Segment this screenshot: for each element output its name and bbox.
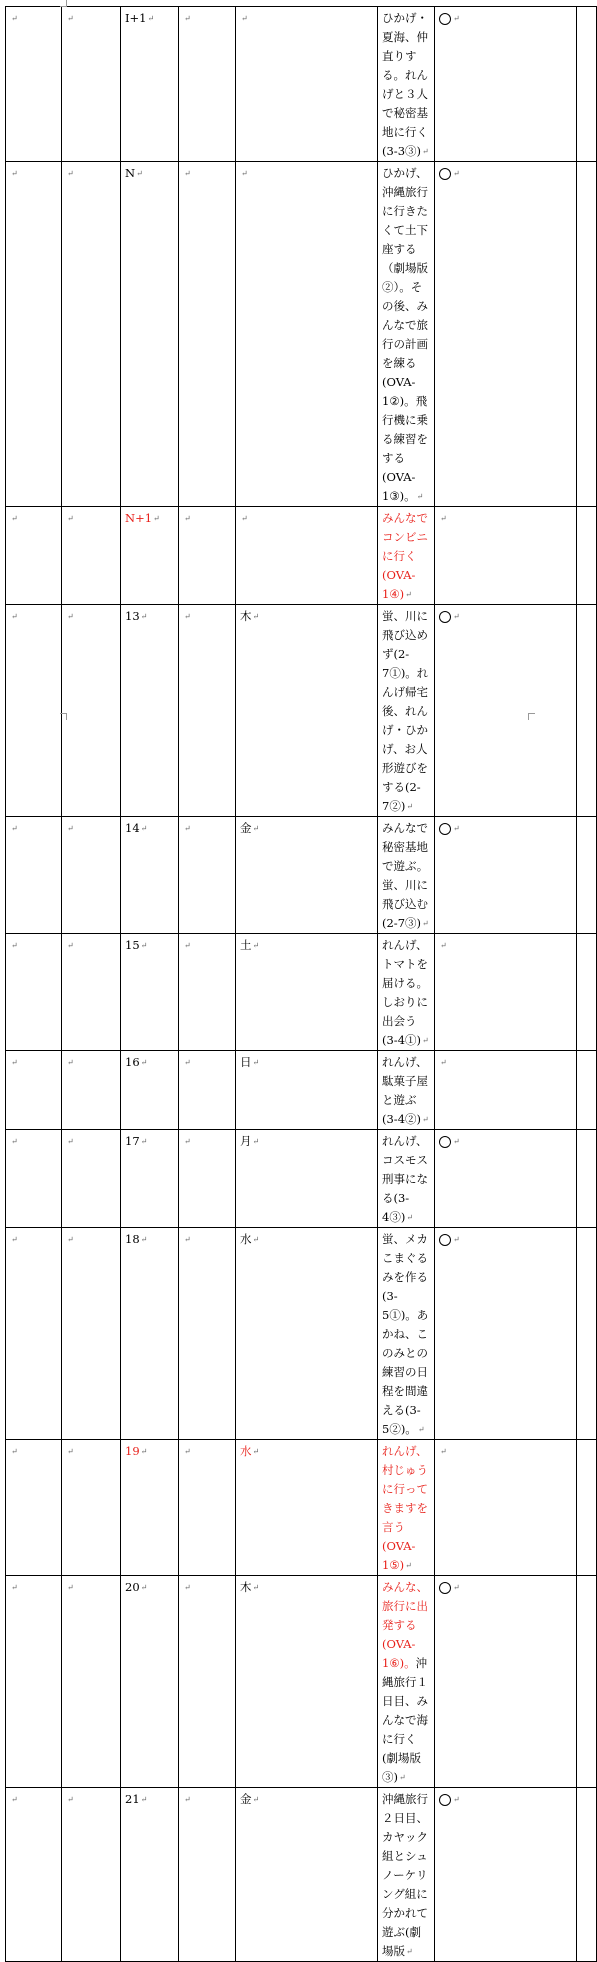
cell-col-1: [6, 1051, 62, 1130]
cell-col-7: [435, 1051, 577, 1130]
cell-col-7: [435, 1130, 577, 1228]
cell-col-6: [378, 1788, 435, 1962]
paragraph-mark: ↵: [11, 941, 18, 950]
event-description: れんげ、トマトを届ける。しおりに出会う(3-4①): [382, 938, 428, 1047]
paragraph-mark: ↵: [453, 1235, 460, 1244]
cell-col-4: [179, 817, 236, 934]
cell-col-2: [62, 605, 121, 817]
paragraph-mark: ↵: [140, 1137, 148, 1146]
paragraph-mark: ↵: [440, 1058, 447, 1067]
cell-col-5: [236, 1228, 378, 1440]
day-number: 21: [125, 1792, 140, 1806]
day-number: 15: [125, 938, 140, 952]
paragraph-mark: ↵: [453, 1137, 460, 1146]
cell-col-3: [121, 1130, 179, 1228]
paragraph-mark: ↵: [136, 169, 143, 178]
cell-col-6: [378, 1130, 435, 1228]
circle-mark-icon: [439, 1582, 451, 1594]
cell-col-3: [121, 1440, 179, 1576]
paragraph-mark: ↵: [422, 919, 429, 928]
cell-col-4: [179, 1228, 236, 1440]
cell-col-2: [62, 1788, 121, 1962]
paragraph-mark: ↵: [405, 1561, 412, 1570]
weekday: 金: [240, 821, 252, 835]
cell-col-7: [435, 162, 577, 507]
paragraph-mark: ↵: [417, 1425, 425, 1434]
paragraph-mark: ↵: [184, 1583, 191, 1592]
day-number: 16: [125, 1055, 140, 1069]
cell-col-1: [6, 1788, 62, 1962]
paragraph-mark: ↵: [252, 1583, 260, 1592]
paragraph-mark: ↵: [11, 169, 18, 178]
cell-col-3: [121, 817, 179, 934]
table-row: [6, 934, 597, 1051]
cell-col-3: [121, 507, 179, 605]
paragraph-mark: ↵: [184, 1795, 191, 1804]
paragraph-mark: ↵: [422, 147, 429, 156]
cell-col-4: [179, 1051, 236, 1130]
cell-col-8: [577, 1440, 597, 1576]
cell-col-8: [577, 162, 597, 507]
cell-col-7: [435, 507, 577, 605]
schedule-table: [5, 6, 597, 1962]
cell-col-5: [236, 162, 378, 507]
event-description: れんげ、コスモス刑事になる(3-4③): [382, 1134, 428, 1224]
event-description: 沖縄旅行１日目、みんなで海に行く(劇場版③): [382, 1656, 428, 1784]
cell-col-8: [577, 817, 597, 934]
paragraph-mark: ↵: [453, 612, 460, 621]
day-number: 18: [125, 1232, 140, 1246]
cell-col-2: [62, 934, 121, 1051]
paragraph-mark: ↵: [67, 1583, 74, 1592]
paragraph-mark: ↵: [11, 1583, 18, 1592]
paragraph-mark: ↵: [67, 14, 74, 23]
event-description: 蛍、メカこまぐるみを作る(3-5①)。あかね、このみとの練習の日程を間違える(3-5②)。: [382, 1232, 429, 1436]
cell-col-7: [435, 1576, 577, 1788]
paragraph-mark: ↵: [453, 14, 460, 23]
day-number: 17: [125, 1134, 140, 1148]
paragraph-mark: ↵: [453, 824, 460, 833]
cell-col-1: [6, 1228, 62, 1440]
paragraph-mark: ↵: [11, 1235, 18, 1244]
paragraph-mark: ↵: [140, 1058, 148, 1067]
day-number: I+1: [125, 11, 147, 25]
table-row: [6, 7, 597, 162]
table-row: [6, 507, 597, 605]
paragraph-mark: ↵: [184, 1058, 191, 1067]
cell-col-1: [6, 1440, 62, 1576]
paragraph-mark: ↵: [184, 14, 191, 23]
cell-col-5: [236, 1051, 378, 1130]
cell-col-7: [435, 7, 577, 162]
circle-mark-icon: [439, 823, 451, 835]
cell-col-4: [179, 605, 236, 817]
paragraph-mark: ↵: [241, 514, 248, 523]
paragraph-mark: ↵: [453, 1583, 460, 1592]
event-description: 蛍、川に飛び込めず(2-7①)。れんげ帰宅後、れんげ・ひかげ、お人形遊びをする(2-7②): [382, 609, 429, 813]
cell-col-8: [577, 7, 597, 162]
cell-col-8: [577, 1576, 597, 1788]
paragraph-mark: ↵: [67, 824, 74, 833]
table-row: [6, 817, 597, 934]
cell-col-1: [6, 817, 62, 934]
cell-col-6: [378, 1440, 435, 1576]
paragraph-mark: ↵: [252, 941, 260, 950]
cell-col-3: [121, 1228, 179, 1440]
paragraph-mark: ↵: [67, 1137, 74, 1146]
paragraph-mark: ↵: [140, 1795, 148, 1804]
paragraph-mark: ↵: [422, 1036, 429, 1045]
paragraph-mark: ↵: [406, 1213, 414, 1222]
cell-col-8: [577, 934, 597, 1051]
paragraph-mark: ↵: [184, 169, 191, 178]
paragraph-mark: ↵: [252, 824, 260, 833]
page-corner-mark: [60, 713, 67, 720]
table-row: [6, 1440, 597, 1576]
cell-col-2: [62, 1130, 121, 1228]
paragraph-mark: ↵: [422, 1115, 429, 1124]
cell-col-3: [121, 934, 179, 1051]
event-description: 沖縄旅行２日目、カヤック組とシュノーケリング組に分かれて遊ぶ(劇場版: [382, 1792, 428, 1958]
day-number: 14: [125, 821, 140, 835]
paragraph-mark: ↵: [140, 941, 148, 950]
cell-col-6: [378, 1228, 435, 1440]
paragraph-mark: ↵: [67, 1058, 74, 1067]
paragraph-mark: ↵: [11, 514, 18, 523]
paragraph-mark: ↵: [406, 802, 414, 811]
circle-mark-icon: [439, 13, 451, 25]
paragraph-mark: ↵: [440, 514, 447, 523]
table-row: [6, 162, 597, 507]
paragraph-mark: ↵: [252, 1058, 260, 1067]
weekday: 土: [240, 938, 252, 952]
paragraph-mark: ↵: [184, 514, 191, 523]
circle-mark-icon: [439, 1794, 451, 1806]
weekday: 月: [240, 1134, 252, 1148]
paragraph-mark: ↵: [140, 1583, 148, 1592]
table-row: [6, 1576, 597, 1788]
cell-col-6: [378, 605, 435, 817]
cell-col-5: [236, 1130, 378, 1228]
paragraph-mark: ↵: [453, 1795, 460, 1804]
cell-col-4: [179, 1788, 236, 1962]
day-number: 19: [125, 1444, 140, 1458]
day-number: N: [125, 166, 136, 180]
cell-col-4: [179, 162, 236, 507]
circle-mark-icon: [439, 1234, 451, 1246]
event-description: みんなでコンビニに行く(OVA-1④): [382, 511, 428, 601]
paragraph-mark: ↵: [11, 612, 18, 621]
paragraph-mark: ↵: [184, 612, 191, 621]
cell-col-6: [378, 162, 435, 507]
paragraph-mark: ↵: [184, 941, 191, 950]
cell-col-7: [435, 1228, 577, 1440]
event-description: れんげ、村じゅうに行ってきますを言う(OVA-1⑤): [382, 1444, 428, 1572]
paragraph-mark: ↵: [67, 941, 74, 950]
event-description-red: みんな、旅行に出発する(OVA-1⑥)。: [382, 1580, 428, 1670]
event-description: ひかげ・夏海、仲直りする。れんげと３人で秘密基地に行く(3-3③): [382, 11, 428, 158]
paragraph-mark: ↵: [140, 1235, 148, 1244]
cell-col-5: [236, 934, 378, 1051]
cell-col-8: [577, 605, 597, 817]
weekday: 金: [240, 1792, 252, 1806]
paragraph-mark: ↵: [140, 612, 148, 621]
weekday: 木: [240, 1580, 252, 1594]
table-row: [6, 1228, 597, 1440]
cell-col-5: [236, 507, 378, 605]
cell-col-5: [236, 1576, 378, 1788]
cell-col-8: [577, 1051, 597, 1130]
paragraph-mark: ↵: [11, 824, 18, 833]
weekday: 水: [240, 1444, 252, 1458]
day-number: N+1: [125, 511, 153, 525]
cell-col-4: [179, 7, 236, 162]
paragraph-mark: ↵: [406, 1947, 413, 1956]
paragraph-mark: ↵: [67, 514, 74, 523]
cell-col-2: [62, 1228, 121, 1440]
cell-col-6: [378, 1576, 435, 1788]
weekday: 日: [240, 1055, 252, 1069]
cell-col-5: [236, 817, 378, 934]
paragraph-mark: ↵: [67, 1235, 74, 1244]
paragraph-mark: ↵: [241, 14, 248, 23]
paragraph-mark: ↵: [252, 1137, 260, 1146]
paragraph-mark: ↵: [416, 492, 424, 501]
cell-col-1: [6, 605, 62, 817]
table-row: [6, 1051, 597, 1130]
event-description: れんげ、駄菓子屋と遊ぶ(3-4②): [382, 1055, 428, 1126]
cell-col-2: [62, 1051, 121, 1130]
paragraph-mark: ↵: [405, 590, 412, 599]
table-row: [6, 605, 597, 817]
cell-col-7: [435, 934, 577, 1051]
cell-col-8: [577, 1130, 597, 1228]
table-row: [6, 1130, 597, 1228]
cell-col-8: [577, 507, 597, 605]
paragraph-mark: ↵: [184, 1137, 191, 1146]
cell-col-3: [121, 1576, 179, 1788]
cell-col-3: [121, 7, 179, 162]
cell-col-6: [378, 507, 435, 605]
event-description: みんなで秘密基地で遊ぶ。蛍、川に飛び込む(2-7③): [382, 821, 429, 930]
cell-col-6: [378, 934, 435, 1051]
cell-col-5: [236, 1788, 378, 1962]
paragraph-mark: ↵: [252, 1447, 260, 1456]
weekday: 木: [240, 609, 252, 623]
paragraph-mark: ↵: [153, 514, 160, 523]
cell-col-2: [62, 1440, 121, 1576]
cell-col-2: [62, 817, 121, 934]
cell-col-2: [62, 7, 121, 162]
cell-col-8: [577, 1788, 597, 1962]
cell-col-1: [6, 507, 62, 605]
paragraph-mark: ↵: [11, 1058, 18, 1067]
paragraph-mark: ↵: [11, 1795, 18, 1804]
cell-col-6: [378, 1051, 435, 1130]
paragraph-mark: ↵: [67, 1795, 74, 1804]
cell-col-2: [62, 1576, 121, 1788]
cell-col-4: [179, 1576, 236, 1788]
cell-col-4: [179, 934, 236, 1051]
page-corner-mark: [528, 713, 535, 720]
cell-col-5: [236, 1440, 378, 1576]
paragraph-mark: ↵: [184, 1447, 191, 1456]
cell-col-5: [236, 7, 378, 162]
cell-col-3: [121, 1788, 179, 1962]
table-row: [6, 1788, 597, 1962]
circle-mark-icon: [439, 1136, 451, 1148]
cell-col-3: [121, 1051, 179, 1130]
cell-col-6: [378, 817, 435, 934]
cell-col-7: [435, 1440, 577, 1576]
cell-col-1: [6, 162, 62, 507]
cell-col-1: [6, 7, 62, 162]
cell-col-7: [435, 817, 577, 934]
paragraph-mark: ↵: [11, 1447, 18, 1456]
event-description: ひかげ、沖縄旅行に行きたくて土下座する（劇場版②）。その後、みんなで旅行の計画を練る(OVA-1②)。飛行機に乗る練習をする(OVA-1③)。: [382, 166, 428, 503]
paragraph-mark: ↵: [67, 612, 74, 621]
paragraph-mark: ↵: [252, 612, 260, 621]
paragraph-mark: ↵: [147, 14, 155, 23]
circle-mark-icon: [439, 611, 451, 623]
cell-col-4: [179, 1440, 236, 1576]
circle-mark-icon: [439, 168, 451, 180]
paragraph-mark: ↵: [184, 1235, 191, 1244]
paragraph-mark: ↵: [241, 169, 248, 178]
cell-col-5: [236, 605, 378, 817]
paragraph-mark: ↵: [252, 1795, 260, 1804]
cell-col-4: [179, 1130, 236, 1228]
weekday: 水: [240, 1232, 252, 1246]
day-number: 13: [125, 609, 140, 623]
paragraph-mark: ↵: [184, 824, 191, 833]
cell-col-2: [62, 507, 121, 605]
cell-col-8: [577, 1228, 597, 1440]
cell-col-3: [121, 162, 179, 507]
cell-col-1: [6, 934, 62, 1051]
paragraph-mark: ↵: [453, 169, 460, 178]
cell-col-4: [179, 507, 236, 605]
cell-col-3: [121, 605, 179, 817]
cell-col-1: [6, 1130, 62, 1228]
cell-col-7: [435, 605, 577, 817]
day-number: 20: [125, 1580, 140, 1594]
paragraph-mark: ↵: [440, 1447, 447, 1456]
paragraph-mark: ↵: [140, 824, 148, 833]
paragraph-mark: ↵: [11, 1137, 18, 1146]
cell-col-1: [6, 1576, 62, 1788]
page-corner-mark: [60, 0, 67, 7]
paragraph-mark: ↵: [67, 169, 74, 178]
cell-col-6: [378, 7, 435, 162]
cell-col-2: [62, 162, 121, 507]
cell-col-7: [435, 1788, 577, 1962]
paragraph-mark: ↵: [440, 941, 447, 950]
paragraph-mark: ↵: [140, 1447, 148, 1456]
paragraph-mark: ↵: [11, 14, 18, 23]
paragraph-mark: ↵: [67, 1447, 74, 1456]
paragraph-mark: ↵: [399, 1773, 406, 1782]
paragraph-mark: ↵: [252, 1235, 260, 1244]
